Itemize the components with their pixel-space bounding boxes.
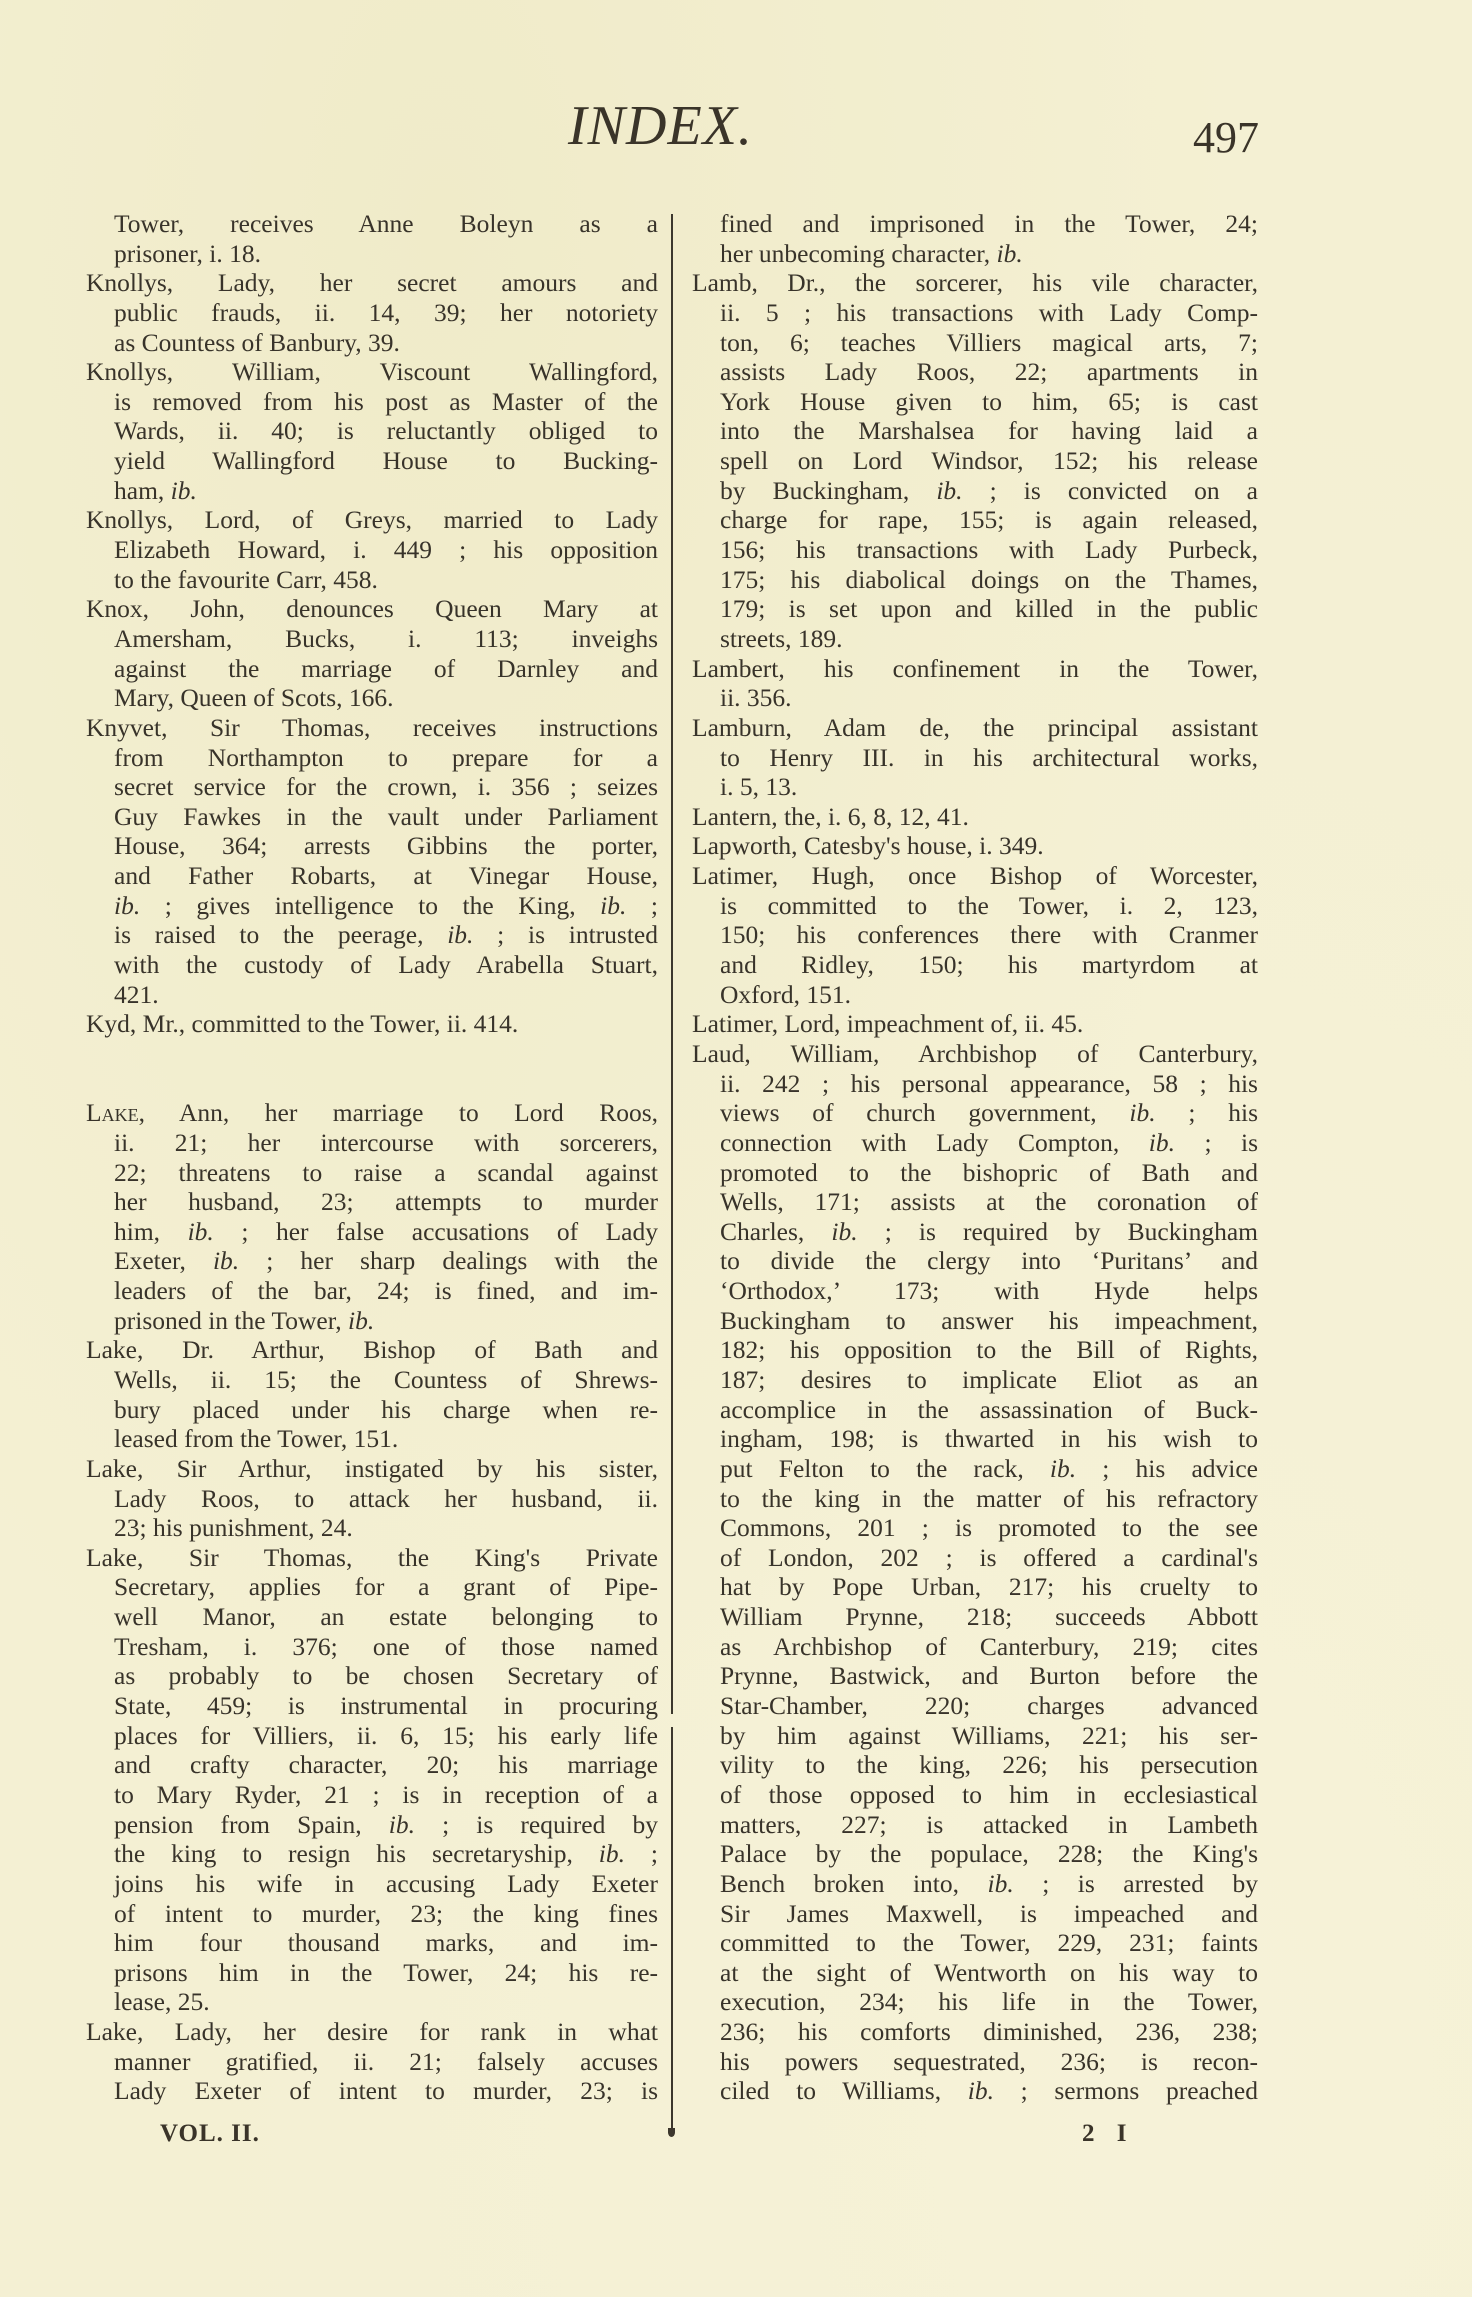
- index-entry-continuation: her unbecoming character, ib.: [720, 238, 1023, 268]
- index-entry-line: Lamb, Dr., the sorcerer, his vile character,: [692, 268, 1258, 298]
- index-entry-continuation: manner gratified, ii. 21; falsely accuses: [114, 2046, 658, 2076]
- index-entry-continuation: Lady Roos, to attack her husband, ii.: [114, 1483, 658, 1513]
- index-entry-continuation: spell on Lord Windsor, 152; his release: [720, 446, 1258, 476]
- index-entry-continuation: 23; his punishment, 24.: [114, 1513, 353, 1543]
- index-entry-continuation: is committed to the Tower, i. 2, 123,: [720, 890, 1258, 920]
- index-entry-line: Laud, William, Archbishop of Canterbury,: [692, 1038, 1258, 1068]
- index-entry-line: Lake, Sir Thomas, the King's Private: [86, 1542, 658, 1572]
- ibid-abbrev: ib.: [1148, 1127, 1175, 1157]
- index-entry-continuation: 22; threatens to raise a scandal against: [114, 1157, 658, 1187]
- index-entry-continuation: matters, 227; is attacked in Lambeth: [720, 1809, 1258, 1839]
- index-entry-continuation: Amersham, Bucks, i. 113; inveighs: [114, 623, 658, 653]
- ibid-abbrev: ib.: [831, 1216, 858, 1246]
- index-entry-continuation: connection with Lady Compton, ib. ; is: [720, 1127, 1259, 1157]
- index-entry-continuation: accomplice in the assassination of Buck-: [720, 1394, 1258, 1424]
- index-entry-continuation: State, 459; is instrumental in procuring: [114, 1691, 658, 1721]
- index-entry-continuation: views of church government, ib. ; his: [720, 1098, 1258, 1128]
- column-divider-rule-lower: [671, 1727, 673, 2135]
- index-entry-continuation: ii. 242 ; his personal appearance, 58 ; his: [720, 1068, 1258, 1098]
- index-entry-continuation: as probably to be chosen Secretary of: [114, 1661, 658, 1691]
- ibid-abbrev: ib.: [114, 890, 141, 920]
- index-entry-continuation: secret service for the crown, i. 356 ; seizes: [114, 772, 658, 802]
- index-entry-continuation: Wards, ii. 40; is reluctantly obliged to: [114, 416, 658, 446]
- index-entry-continuation: William Prynne, 218; succeeds Abbott: [720, 1602, 1258, 1632]
- index-entry-line: Knox, John, denounces Queen Mary at: [86, 594, 658, 624]
- index-entry-continuation: ii. 356.: [720, 683, 792, 713]
- index-entry-continuation: of London, 202 ; is offered a cardinal's: [720, 1542, 1258, 1572]
- index-entry-continuation: and crafty character, 20; his marriage: [114, 1750, 658, 1780]
- ibid-abbrev: ib.: [1049, 1453, 1077, 1483]
- index-entry-continuation: put Felton to the rack, ib. ; his advice: [720, 1453, 1258, 1483]
- index-entry-continuation: is raised to the peerage, ib. ; is intrusted: [114, 920, 658, 950]
- index-entry-continuation: House, 364; arrests Gibbins the porter,: [114, 831, 658, 861]
- index-entry-continuation: committed to the Tower, 229, 231; faints: [720, 1928, 1258, 1958]
- index-entry-line: Knollys, Lady, her secret amours and: [86, 268, 658, 298]
- index-entry-continuation: vility to the king, 226; his persecution: [720, 1750, 1258, 1780]
- index-entry-continuation: Bench broken into, ib. ; is arrested by: [720, 1868, 1258, 1898]
- ibid-abbrev: ib.: [967, 2076, 994, 2106]
- index-entry-continuation: by him against Williams, 221; his ser-: [720, 1720, 1258, 1750]
- volume-signature: VOL. II.: [160, 2120, 260, 2147]
- ibid-abbrev: ib.: [1129, 1098, 1156, 1128]
- index-entry-continuation: of those opposed to him in ecclesiastical: [720, 1779, 1258, 1809]
- index-entry-line: Lake, Sir Arthur, instigated by his sister,: [86, 1453, 658, 1483]
- ibid-abbrev: ib.: [212, 1246, 240, 1276]
- index-entry-line: Knyvet, Sir Thomas, receives instructions: [86, 712, 658, 742]
- index-entry-continuation: him four thousand marks, and im-: [114, 1928, 658, 1958]
- index-entry-line: Knollys, William, Viscount Wallingford,: [86, 357, 658, 387]
- index-entry-continuation: by Buckingham, ib. ; is convicted on a: [720, 475, 1258, 505]
- index-entry-line: Lambert, his confinement in the Tower,: [692, 653, 1258, 683]
- ibid-abbrev: ib.: [996, 238, 1023, 268]
- index-entry-continuation: 150; his conferences there with Cranmer: [720, 920, 1258, 950]
- index-entry-line: Kyd, Mr., committed to the Tower, ii. 414.: [86, 1009, 519, 1039]
- index-entry-continuation: of intent to murder, 23; the king fines: [114, 1898, 658, 1928]
- index-entry-continuation: i. 5, 13.: [720, 772, 798, 802]
- index-entry-continuation: bury placed under his charge when re-: [114, 1394, 658, 1424]
- ibid-abbrev: ib.: [388, 1809, 415, 1839]
- index-entry-continuation: Star-Chamber, 220; charges advanced: [720, 1691, 1258, 1721]
- index-entry-line: Latimer, Lord, impeachment of, ii. 45.: [692, 1009, 1084, 1039]
- index-entry-continuation: Oxford, 151.: [720, 979, 852, 1009]
- ibid-abbrev: ib.: [936, 475, 963, 505]
- index-entry-continuation: and Ridley, 150; his martyrdom at: [720, 950, 1258, 980]
- index-entry-continuation: Buckingham to answer his impeachment,: [720, 1305, 1258, 1335]
- index-entry-continuation: as Archbishop of Canterbury, 219; cites: [720, 1631, 1258, 1661]
- index-entry-continuation: prisons him in the Tower, 24; his re-: [114, 1957, 658, 1987]
- index-entry-continuation: 421.: [114, 979, 159, 1009]
- index-entry-continuation: Commons, 201 ; is promoted to the see: [720, 1513, 1258, 1543]
- index-entry-continuation: Palace by the populace, 228; the King's: [720, 1839, 1258, 1869]
- index-entry-continuation: with the custody of Lady Arabella Stuart,: [114, 950, 658, 980]
- index-entry-continuation: ciled to Williams, ib. ; sermons preached: [720, 2076, 1258, 2106]
- index-entry-continuation: Wells, ii. 15; the Countess of Shrews-: [114, 1365, 658, 1394]
- index-entry-continuation: Elizabeth Howard, i. 449 ; his opposition: [114, 535, 658, 565]
- index-entry-continuation: from Northampton to prepare for a: [114, 742, 658, 772]
- index-entry-continuation: hat by Pope Urban, 217; his cruelty to: [720, 1572, 1258, 1602]
- index-entry-continuation: him, ib. ; her false accusations of Lady: [114, 1216, 658, 1246]
- index-entry-continuation: promoted to the bishopric of Bath and: [720, 1157, 1258, 1187]
- index-entry-continuation: well Manor, an estate belonging to: [114, 1602, 658, 1632]
- index-entry-continuation: Lady Exeter of intent to murder, 23; is: [114, 2076, 658, 2106]
- index-entry-continuation: Guy Fawkes in the vault under Parliament: [114, 801, 658, 831]
- index-entry-continuation: public frauds, ii. 14, 39; her notoriety: [114, 297, 658, 327]
- index-entry-line: Lake, Ann, her marriage to Lord Roos,: [86, 1098, 658, 1128]
- index-entry-continuation: ton, 6; teaches Villiers magical arts, 7;: [720, 327, 1258, 357]
- index-entry-line: Lake, Lady, her desire for rank in what: [86, 2017, 658, 2047]
- index-entry-continuation: and Father Robarts, at Vinegar House,: [114, 861, 658, 891]
- column-divider-end: [668, 2128, 675, 2137]
- index-entry-continuation: Tower, receives Anne Boleyn as a: [114, 209, 658, 238]
- index-entry-line: Knollys, Lord, of Greys, married to Lady: [86, 505, 658, 535]
- index-entry-continuation: leased from the Tower, 151.: [114, 1424, 399, 1454]
- index-entry-line: Latimer, Hugh, once Bishop of Worcester,: [692, 861, 1258, 891]
- index-entry-continuation: against the marriage of Darnley and: [114, 653, 658, 683]
- index-entry-continuation: pension from Spain, ib. ; is required by: [114, 1809, 658, 1839]
- ibid-abbrev: ib.: [598, 1839, 625, 1869]
- index-entry-continuation: ‘Orthodox,’ 173; with Hyde helps: [720, 1276, 1258, 1306]
- index-entry-continuation: 175; his diabolical doings on the Thames,: [720, 564, 1258, 594]
- index-entry-continuation: York House given to him, 65; is cast: [720, 386, 1258, 416]
- index-entry-continuation: as Countess of Banbury, 39.: [114, 327, 400, 357]
- index-entry-continuation: his powers sequestrated, 236; is recon-: [720, 2046, 1258, 2076]
- index-entry-continuation: ingham, 198; is thwarted in his wish to: [720, 1424, 1258, 1454]
- index-entry-continuation: her husband, 23; attempts to murder: [114, 1187, 658, 1217]
- ibid-abbrev: ib.: [347, 1305, 375, 1335]
- ibid-abbrev: ib.: [187, 1216, 214, 1246]
- index-entry-continuation: Prynne, Bastwick, and Burton before the: [720, 1661, 1258, 1691]
- index-entry-continuation: to the favourite Carr, 458.: [114, 564, 378, 594]
- index-entry-line: Lapworth, Catesby's house, i. 349.: [692, 831, 1044, 861]
- index-entry-continuation: Secretary, applies for a grant of Pipe-: [114, 1572, 658, 1602]
- index-column-right: [692, 209, 1258, 2106]
- index-entry-line: Lake, Dr. Arthur, Bishop of Bath and: [86, 1335, 658, 1365]
- index-entry-continuation: fined and imprisoned in the Tower, 24;: [720, 209, 1258, 238]
- index-entry-continuation: Wells, 171; assists at the coronation of: [720, 1187, 1258, 1217]
- index-entry-continuation: streets, 189.: [720, 623, 843, 653]
- ibid-abbrev: ib.: [170, 475, 197, 505]
- index-entry-continuation: to the king in the matter of his refractory: [720, 1483, 1258, 1513]
- index-entry-continuation: to divide the clergy into ‘Puritans’ and: [720, 1246, 1258, 1276]
- index-entry-continuation: yield Wallingford House to Bucking-: [114, 446, 658, 476]
- index-column-left: [86, 209, 658, 2106]
- column-divider-rule: [671, 214, 673, 1714]
- ibid-abbrev: ib.: [600, 890, 627, 920]
- ibid-abbrev: ib.: [987, 1868, 1014, 1898]
- index-entry-continuation: ii. 21; her intercourse with sorcerers,: [114, 1127, 658, 1157]
- index-entry-continuation: the king to resign his secretaryship, ib. ;: [114, 1839, 658, 1869]
- index-entry-continuation: charge for rape, 155; is again released,: [720, 505, 1258, 535]
- index-entry-continuation: prisoner, i. 18.: [114, 238, 261, 268]
- index-entry-continuation: joins his wife in accusing Lady Exeter: [114, 1868, 658, 1898]
- index-entry-line: Lantern, the, i. 6, 8, 12, 41.: [692, 801, 969, 831]
- index-entry-continuation: 179; is set upon and killed in the public: [720, 594, 1258, 624]
- index-entry-continuation: Charles, ib. ; is required by Buckingham: [720, 1216, 1258, 1246]
- index-entry-continuation: to Mary Ryder, 21 ; is in reception of a: [114, 1779, 658, 1809]
- index-entry-continuation: ii. 5 ; his transactions with Lady Comp-: [720, 297, 1258, 327]
- index-entry-continuation: 187; desires to implicate Eliot as an: [720, 1364, 1258, 1394]
- page-number: 497: [1193, 113, 1259, 162]
- index-entry-continuation: 156; his transactions with Lady Purbeck,: [720, 535, 1258, 565]
- entry-spacer: [86, 1039, 658, 1098]
- index-entry-continuation: 182; his opposition to the Bill of Rights,: [720, 1335, 1258, 1365]
- index-entry-continuation: 236; his comforts diminished, 236, 238;: [720, 2017, 1258, 2047]
- index-entry-continuation: places for Villiers, ii. 6, 15; his early life: [114, 1720, 658, 1750]
- index-entry-continuation: ib. ; gives intelligence to the King, ib. ;: [114, 890, 658, 920]
- index-entry-continuation: lease, 25.: [114, 1987, 210, 2017]
- index-entry-continuation: Mary, Queen of Scots, 166.: [114, 683, 394, 713]
- index-entry-line: Lamburn, Adam de, the principal assistant: [692, 712, 1258, 742]
- index-entry-continuation: prisoned in the Tower, ib.: [114, 1305, 375, 1335]
- index-entry-continuation: ham, ib.: [114, 475, 197, 505]
- index-entry-continuation: into the Marshalsea for having laid a: [720, 416, 1258, 446]
- index-entry-continuation: leaders of the bar, 24; is fined, and im-: [114, 1276, 658, 1306]
- index-entry-continuation: is removed from his post as Master of the: [114, 386, 658, 416]
- index-entry-continuation: at the sight of Wentworth on his way to: [720, 1957, 1258, 1987]
- index-entry-continuation: assists Lady Roos, 22; apartments in: [720, 357, 1258, 387]
- index-entry-continuation: Sir James Maxwell, is impeached and: [720, 1898, 1258, 1928]
- index-entry-continuation: Exeter, ib. ; her sharp dealings with the: [114, 1246, 658, 1276]
- running-title: INDEX.: [568, 95, 753, 157]
- index-entry-continuation: to Henry III. in his architectural works,: [720, 742, 1258, 772]
- letter-section-head: Lake: [86, 1098, 139, 1128]
- index-entry-continuation: execution, 234; his life in the Tower,: [720, 1987, 1258, 2017]
- index-entry-continuation: Tresham, i. 376; one of those named: [114, 1631, 658, 1661]
- ibid-abbrev: ib.: [447, 920, 474, 950]
- printer-signature-mark: 2 I: [1082, 2120, 1135, 2147]
